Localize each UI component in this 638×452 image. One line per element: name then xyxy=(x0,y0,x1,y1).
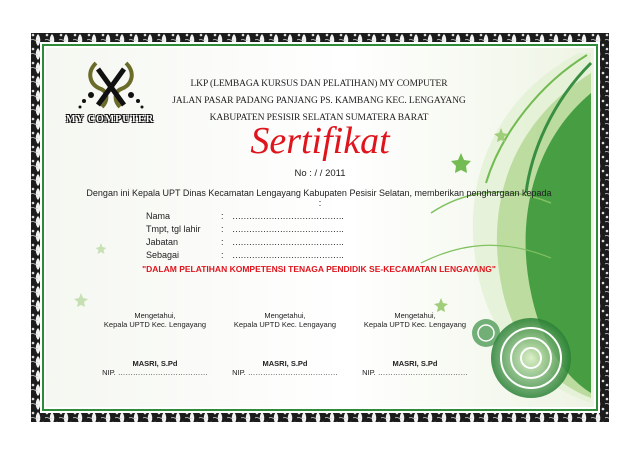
field-colon: : xyxy=(221,250,224,260)
field-label: Nama xyxy=(146,211,171,221)
signature-block-center xyxy=(210,311,360,377)
field-nama xyxy=(146,211,406,223)
intro-colon: : xyxy=(318,198,322,208)
field-colon: : xyxy=(221,211,224,221)
signature-heading: Mengetahui, xyxy=(394,311,436,320)
signature-role: Kepala UPTD Kec. Lengayang xyxy=(103,320,207,329)
field-label: Jabatan xyxy=(146,237,179,247)
field-label: Sebagai xyxy=(146,250,180,260)
intro-statement: Dengan ini Kepala UPT Dinas Kecamatan Lengayang Kabupaten Pesisir Selatan, memberikan penghargaan kepada xyxy=(86,188,552,198)
field-colon: : xyxy=(221,237,224,247)
field-value: …………………………………. xyxy=(232,224,344,234)
signature-nip: NIP. ……………………………… xyxy=(102,368,208,377)
field-tempat-tanggal-lahir xyxy=(146,224,406,236)
field-jabatan xyxy=(146,237,406,249)
header-region: KABUPATEN PESISIR SELATAN SUMATERA BARAT xyxy=(209,113,429,123)
field-value: …………………………………. xyxy=(232,250,344,260)
logo-text: MY COMPUTER xyxy=(65,114,155,125)
signature-heading: Mengetahui, xyxy=(264,311,306,320)
certificate-number: No : / / 2011 xyxy=(294,168,346,179)
signature-nip: NIP. ……………………………… xyxy=(362,368,468,377)
header-address: JALAN PASAR PADANG PANJANG PS. KAMBANG KEC. LENGAYANG xyxy=(172,96,466,106)
field-value: …………………………………. xyxy=(232,237,344,247)
signature-nip: NIP. ……………………………… xyxy=(232,368,338,377)
field-label: Tmpt, tgl lahir xyxy=(146,224,201,234)
signature-heading: Mengetahui, xyxy=(134,311,176,320)
signature-block-left xyxy=(80,311,230,377)
signature-block-right xyxy=(340,311,490,377)
signature-name: MASRI, S.Pd xyxy=(392,359,438,368)
field-sebagai xyxy=(146,250,406,262)
signature-role: Kepala UPTD Kec. Lengayang xyxy=(363,320,467,329)
field-value: …………………………………. xyxy=(232,211,344,221)
program-title: "DALAM PELATIHAN KOMPETENSI TENAGA PENDIDIK SE-KECAMATAN LENGAYANG" xyxy=(142,264,496,274)
field-colon: : xyxy=(221,224,224,234)
signature-name: MASRI, S.Pd xyxy=(262,359,308,368)
signature-name: MASRI, S.Pd xyxy=(132,359,178,368)
certificate-title: Sertifikat xyxy=(250,120,390,162)
header-institution: LKP (LEMBAGA KURSUS DAN PELATIHAN) MY COMPUTER xyxy=(190,79,448,89)
signature-role: Kepala UPTD Kec. Lengayang xyxy=(233,320,337,329)
